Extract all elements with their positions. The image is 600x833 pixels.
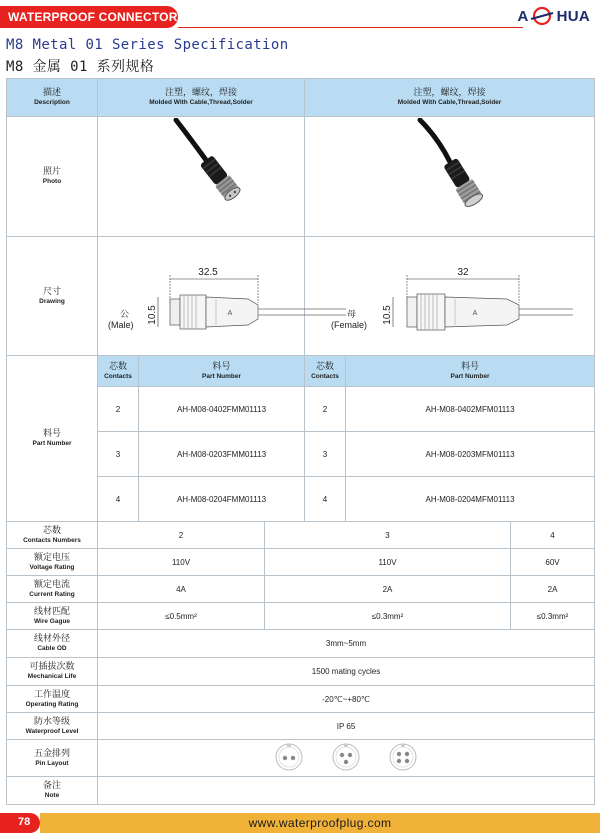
brand-logo-text-right: HUA [556,7,590,25]
brand-logo-text-left: A [517,7,529,25]
male-diameter-dimension: 10.5 [147,305,158,325]
operating-rating-value: -20℃~+80℃ [98,686,595,713]
female-part-number-value: AH-M08-0204MFM01113 [346,477,595,522]
wire-label: 线材匹配 Wire Gague [7,603,98,630]
note-label: 备注 Note [7,777,98,805]
male-contacts-header: 芯数 Contacts [98,356,139,387]
footer-url[interactable]: www.waterproofplug.com [248,816,392,830]
mechanical-life-value: 1500 mating cycles [98,658,595,686]
female-drawing-diagram [325,237,575,353]
contacts-numbers-label: 芯数 Contacts Numbers [7,522,98,549]
cable-od-row [7,630,595,658]
pin-layout-4-icon [390,744,416,770]
female-connector-image [330,118,570,234]
contacts-numbers-value: 2 [98,522,265,549]
drawing-label: 尺寸 Drawing [7,237,98,356]
male-contacts-value: 2 [98,387,139,432]
note-value [98,777,595,805]
footer-bar [40,813,600,833]
contacts-numbers-value: 4 [511,522,595,549]
female-part-number-value: AH-M08-0402MFM01113 [346,387,595,432]
female-contacts-header: 芯数 Contacts [305,356,346,387]
top-banner [0,0,600,32]
female-drawing-label-en: (Female) [330,320,367,330]
brand-logo [517,4,590,28]
male-drawing [98,237,305,356]
pin-layout-label: 五金排列 Pin Layout [7,740,98,777]
current-value: 2A [265,576,511,603]
header-rule [178,27,523,28]
category-label: WATERPROOF CONNECTOR [8,10,178,24]
waterproof-row [7,713,595,740]
voltage-label: 额定电压 Voltage Rating [7,549,98,576]
cable-od-value: 3mm~5mm [98,630,595,658]
female-contacts-value: 3 [305,432,346,477]
female-length-dimension: 32 [456,267,469,278]
contacts-numbers-value: 3 [265,522,511,549]
female-diameter-dimension: 10.5 [381,305,393,325]
page-title-en: M8 Metal 01 Series Specification [6,37,289,53]
male-drawing-label-en: (Male) [108,320,134,330]
male-connector-image [98,118,338,234]
waterproof-value: IP 65 [98,713,595,740]
photo-row [7,117,595,237]
drawing-row [7,237,595,356]
wire-value: ≤0.3mm² [265,603,511,630]
voltage-value: 110V [98,549,265,576]
operating-rating-row [7,686,595,713]
male-drawing-diagram [98,237,348,353]
waterproof-label: 防水等级 Waterproof Level [7,713,98,740]
wire-row [7,603,595,630]
part-number-label: 料号 Part Number [7,356,98,522]
female-contacts-value: 2 [305,387,346,432]
pin-layout-icons [101,740,591,774]
page-number: 78 [18,816,31,828]
pin-layout-2-icon [276,744,302,770]
current-row [7,576,595,603]
spec-table [6,78,595,805]
male-part-number-value: AH-M08-0203FMM01113 [139,432,305,477]
photo-label: 照片 Photo [7,117,98,237]
male-part-number-value: AH-M08-0204FMM01113 [139,477,305,522]
male-contacts-value: 4 [98,477,139,522]
description-label: 描述 Description [7,79,98,117]
cable-od-label: 线材外径 Cable OD [7,630,98,658]
female-part-number-value: AH-M08-0203MFM01113 [346,432,595,477]
male-part-number-value: AH-M08-0402FMM01113 [139,387,305,432]
pin-layout-row [7,740,595,777]
pin-layout-3-icon [333,744,359,770]
female-part-number-header: 料号 Part Number [346,356,595,387]
female-connector-photo [305,117,595,237]
category-band [0,6,178,28]
male-connector-photo [98,117,305,237]
voltage-row [7,549,595,576]
mechanical-life-row [7,658,595,686]
voltage-value: 60V [511,549,595,576]
male-part-number-header: 料号 Part Number [139,356,305,387]
description-row [7,79,595,117]
current-value: 4A [98,576,265,603]
note-row [7,777,595,805]
male-drawing-label-cn: 公 [120,310,130,320]
current-value: 2A [511,576,595,603]
female-contacts-value: 4 [305,477,346,522]
current-label: 额定电流 Current Rating [7,576,98,603]
female-drawing [305,237,595,356]
pin-layout-diagrams [98,740,595,777]
wire-value: ≤0.3mm² [511,603,595,630]
male-contacts-value: 3 [98,432,139,477]
part-number-subheader-row [7,356,595,387]
voltage-value: 110V [265,549,511,576]
contacts-numbers-row [7,522,595,549]
operating-rating-label: 工作温度 Operating Rating [7,686,98,713]
female-drawing-label-cn: 母 [346,310,356,320]
page-title-cn: M8 金属 01 系列规格 [6,59,155,75]
male-column-header: 注塑，螺纹，焊接 Molded With Cable,Thread,Solder [98,79,305,117]
wire-value: ≤0.5mm² [98,603,265,630]
page-number-badge [0,813,40,833]
male-length-dimension: 32.5 [198,267,218,278]
female-drawing-mark: A [472,310,477,317]
female-column-header: 注塑，螺纹，焊接 Molded With Cable,Thread,Solder [305,79,595,117]
male-drawing-mark: A [227,310,233,317]
page-footer [0,811,600,833]
mechanical-life-label: 可插拔次数 Mechanical Life [7,658,98,686]
logo-icon [529,6,555,26]
